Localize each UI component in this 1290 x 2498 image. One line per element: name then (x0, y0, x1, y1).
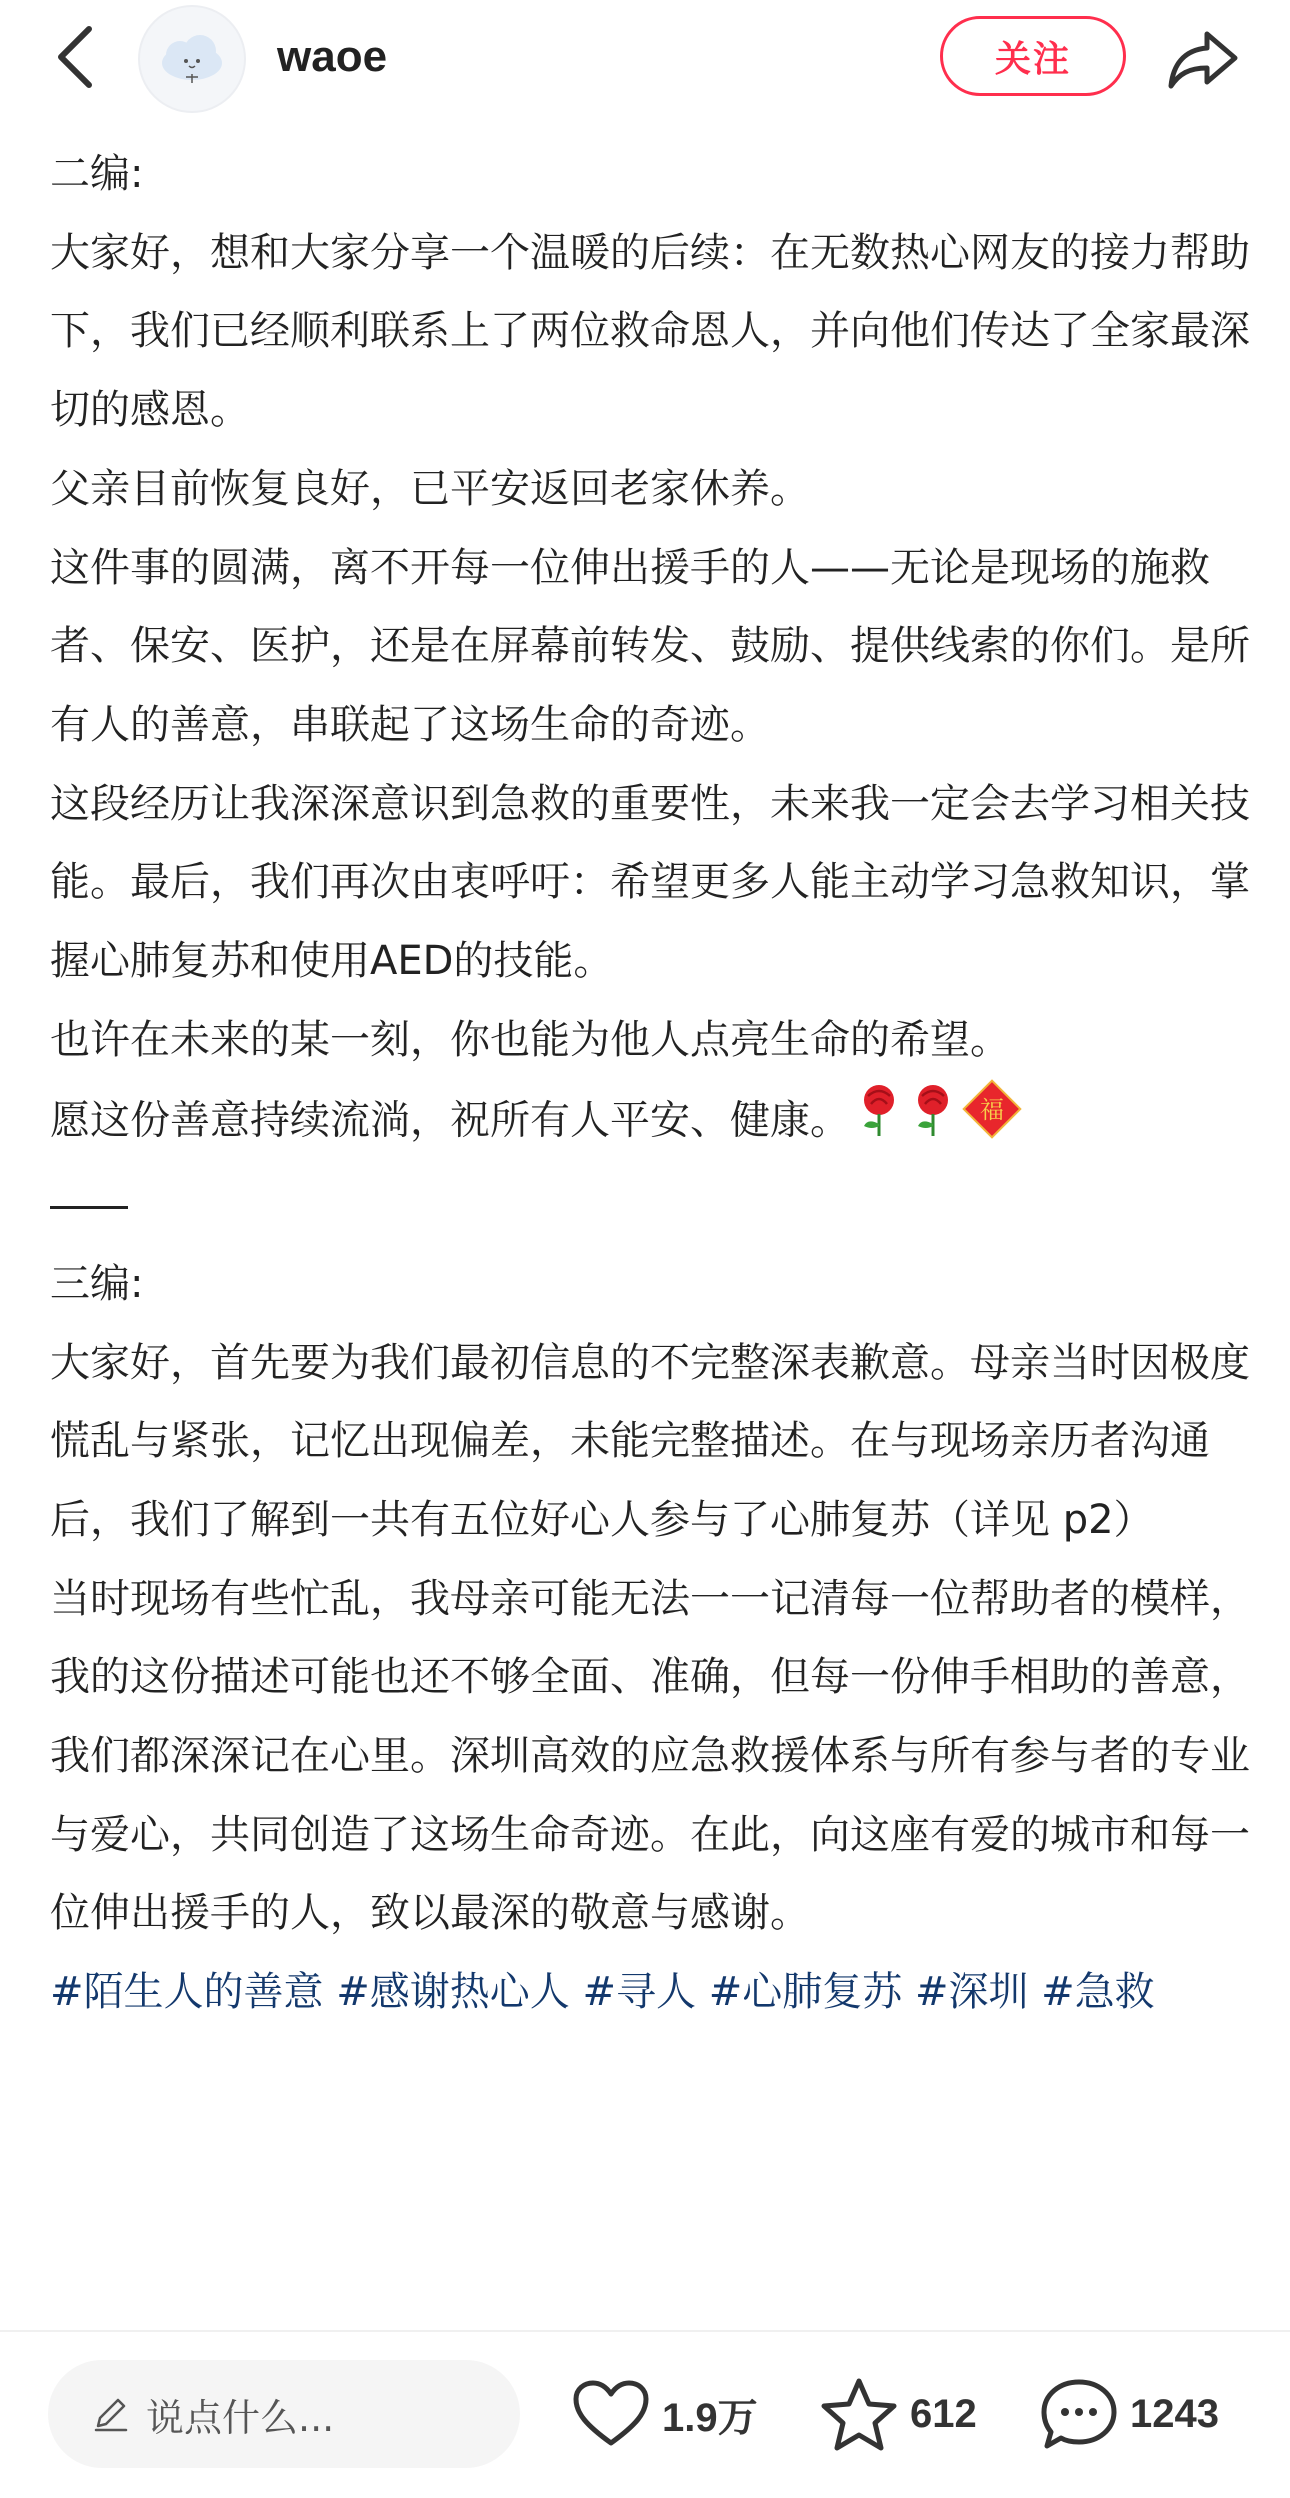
post-paragraph: 也许在未来的某一刻，你也能为他人点亮生命的希望。 (50, 1016, 1010, 1063)
top-nav-bar (0, 0, 1290, 115)
hashtag-link[interactable]: #寻人 (582, 1969, 696, 2016)
comment-input[interactable] (48, 2360, 520, 2468)
post-body (50, 135, 1250, 2032)
comment-count: 1243 (1130, 2391, 1219, 2436)
hashtag-link[interactable]: #深圳 (914, 1969, 1029, 2016)
heart-icon (572, 2379, 650, 2449)
post-paragraph: 这件事的圆满，离不开每一位伸出援手的人——无论是现场的施救者、保安、医护，还是在屏幕前转发、鼓励、提供线索的你们。是所有人的善意，串联起了这场生命的奇迹。 (50, 544, 1250, 748)
username[interactable]: waoe (277, 32, 388, 81)
post-paragraph: 当时现场有些忙乱，我母亲可能无法一一记清每一位帮助者的模样，我的这份描述可能也还不够全面、准确，但每一份伸手相助的善意，我们都深深记在心里。深圳高效的应急救援体系与所有参与者的专业与爱心，共同创造了这场生命奇迹。在此，向这座有爱的城市和每一位伸出援手的人，致以最深的敬意与感谢。 (50, 1575, 1250, 1937)
fu-emoji (962, 1079, 1022, 1166)
post-paragraph-with-emoji (50, 1079, 1250, 1166)
favorite-count: 612 (910, 2391, 977, 2436)
like-count: 1.9万 (662, 2395, 758, 2440)
like-button[interactable] (572, 2372, 758, 2456)
post-paragraph-text: 愿这份善意持续流淌，祝所有人平安、健康。 (50, 1097, 850, 1144)
hashtag-link[interactable]: #感谢热心人 (336, 1969, 570, 2016)
hashtag-link[interactable]: #心肺复苏 (708, 1969, 903, 2016)
hashtag-link[interactable]: #急救 (1041, 1969, 1155, 2016)
cloud-avatar-icon (152, 29, 232, 89)
hashtag-link[interactable]: #陌生人的善意 (50, 1969, 324, 2016)
fu-character: 福 (980, 1096, 1004, 1125)
post-paragraph: 二编: (50, 151, 144, 197)
favorite-button[interactable] (820, 2372, 977, 2456)
pencil-icon (88, 2392, 132, 2436)
bottom-action-bar (0, 2332, 1290, 2498)
post-paragraph: 三编: (50, 1260, 144, 1307)
post-paragraph: 大家好，想和大家分享一个温暖的后续：在无数热心网友的接力帮助下，我们已经顺利联系上了两位救命恩人，并向他们传达了全家最深切的感恩。 (50, 229, 1250, 434)
share-button[interactable] (1160, 20, 1246, 100)
comment-button[interactable] (1040, 2372, 1219, 2456)
post-paragraph: 父亲目前恢复良好，已平安返回老家休养。 (50, 465, 810, 512)
comment-bubble-icon (1040, 2377, 1118, 2451)
comment-placeholder: 说点什么... (146, 2395, 335, 2440)
horizontal-rule (50, 1206, 128, 1209)
follow-button[interactable]: 关注 (940, 16, 1126, 96)
rose-emoji (908, 1080, 958, 1165)
chevron-left-icon (55, 25, 95, 89)
back-button[interactable] (40, 22, 110, 92)
avatar[interactable] (138, 5, 246, 113)
hashtag-list (50, 1953, 1250, 2032)
post-paragraph: 这段经历让我深深意识到急救的重要性，未来我一定会去学习相关技能。最后，我们再次由衷呼吁：希望更多人能主动学习急救知识，掌握心肺复苏和使用AED的技能。 (50, 780, 1250, 985)
rose-emoji (854, 1080, 904, 1165)
section-divider (50, 1166, 1250, 1245)
post-paragraph: 大家好，首先要为我们最初信息的不完整深表歉意。母亲当时因极度慌乱与紧张，记忆出现偏差，未能完整描述。在与现场亲历者沟通后，我们了解到一共有五位好心人参与了心肺复苏（详见 p2） (50, 1339, 1250, 1543)
star-icon (820, 2376, 898, 2452)
share-arrow-icon (1167, 28, 1239, 92)
